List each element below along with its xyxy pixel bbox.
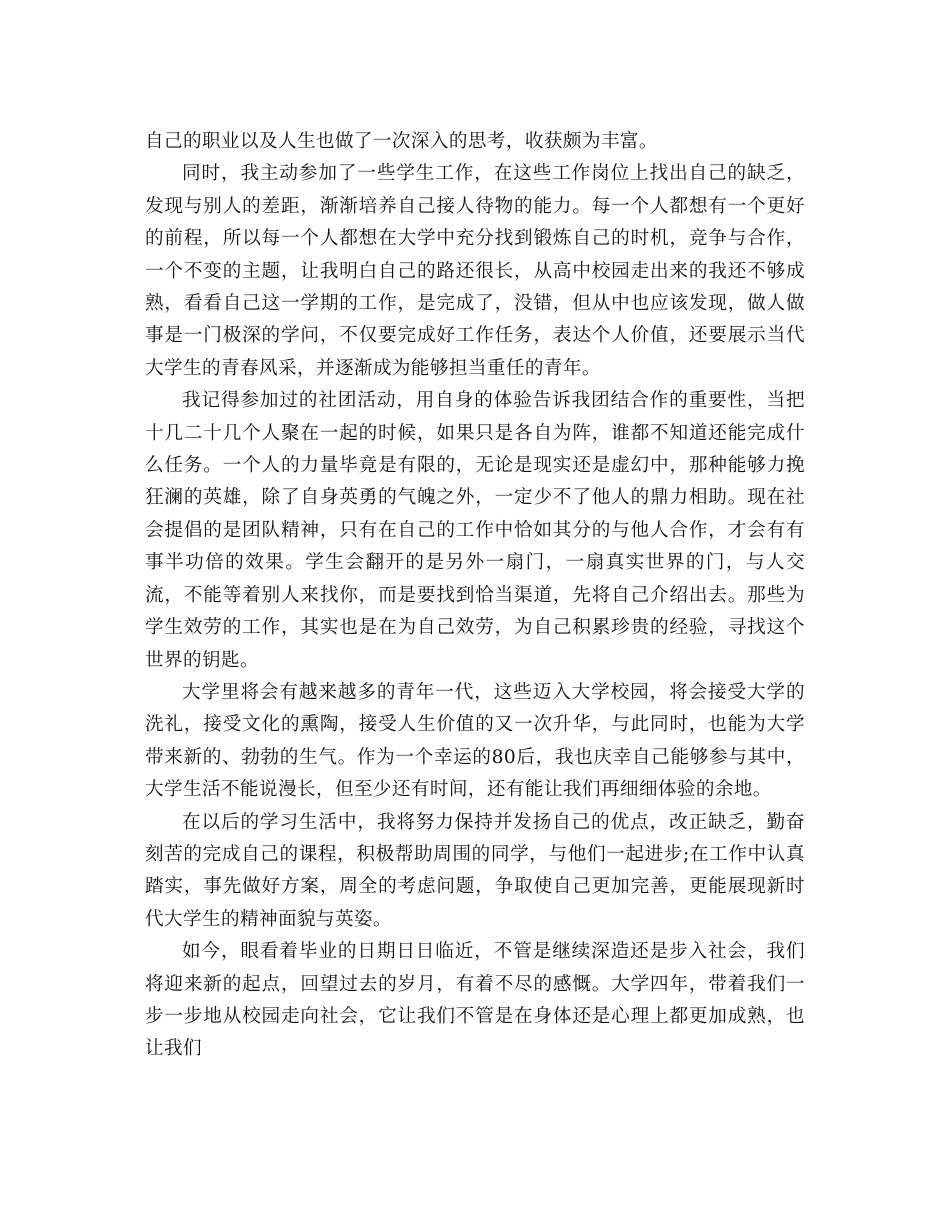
document-body	[145, 126, 805, 1066]
paragraph-4: 大学里将会有越来越多的青年一代，这些迈入大学校园，将会接受大学的洗礼，接受文化的熏陶，接受人生价值的又一次升华，与此同时，也能为大学带来新的、勃勃的生气。作为一个幸运的80后，我也庆幸自己能够参与其中，大学生活不能说漫长，但至少还有时间，还有能让我们再细细体验的余地。	[145, 681, 805, 801]
paragraph-2: 同时，我主动参加了一些学生工作，在这些工作岗位上找出自己的缺乏，发现与别人的差距，渐渐培养自己接人待物的能力。每一个人都想有一个更好的前程，所以每一个人都想在大学中充分找到锻炼自己的时机，竞争与合作，一个不变的主题，让我明白自己的路还很长，从高中校园走出来的我还不够成熟，看看自己这一学期的工作，是完成了，没错，但从中也应该发现，做人做事是一门极深的学问，不仅要完成好工作任务，表达个人价值，还要展示当代大学生的青春风采，并逐渐成为能够担当重任的青年。	[145, 163, 805, 379]
paragraph-3: 我记得参加过的社团活动，用自身的体验告诉我团结合作的重要性，当把十几二十几个人聚在一起的时候，如果只是各自为阵，谁都不知道还能完成什么任务。一个人的力量毕竟是有限的，无论是现实还是虚幻中，那种能够力挽狂澜的英雄，除了自身英勇的气魄之外，一定少不了他人的鼎力相助。现在社会提倡的是团队精神，只有在自己的工作中恰如其分的与他人合作，才会有有事半功倍的效果。学生会翻开的是另外一扇门，一扇真实世界的门，与人交流，不能等着别人来找你，而是要找到恰当渠道，先将自己介绍出去。那些为学生效劳的工作，其实也是在为自己效劳，为自己积累珍贵的经验，寻找这个世界的钥匙。	[145, 390, 805, 671]
paragraph-6: 如今，眼看着毕业的日期日日临近，不管是继续深造还是步入社会，我们将迎来新的起点，回望过去的岁月，有着不尽的感慨。大学四年，带着我们一步一步地从校园走向社会，它让我们不管是在身体还是心理上都更加成熟，也让我们	[145, 941, 805, 1060]
paragraph-1: 自己的职业以及人生也做了一次深入的思考，收获颇为丰富。	[145, 131, 658, 152]
paragraph-5: 在以后的学习生活中，我将努力保持并发扬自己的优点，改正缺乏，勤奋刻苦的完成自己的课程，积极帮助周围的同学，与他们一起进步;在工作中认真踏实，事先做好方案，周全的考虑问题，争取使自己更加完善，更能展现新时代大学生的精神面貌与英姿。	[145, 811, 805, 930]
